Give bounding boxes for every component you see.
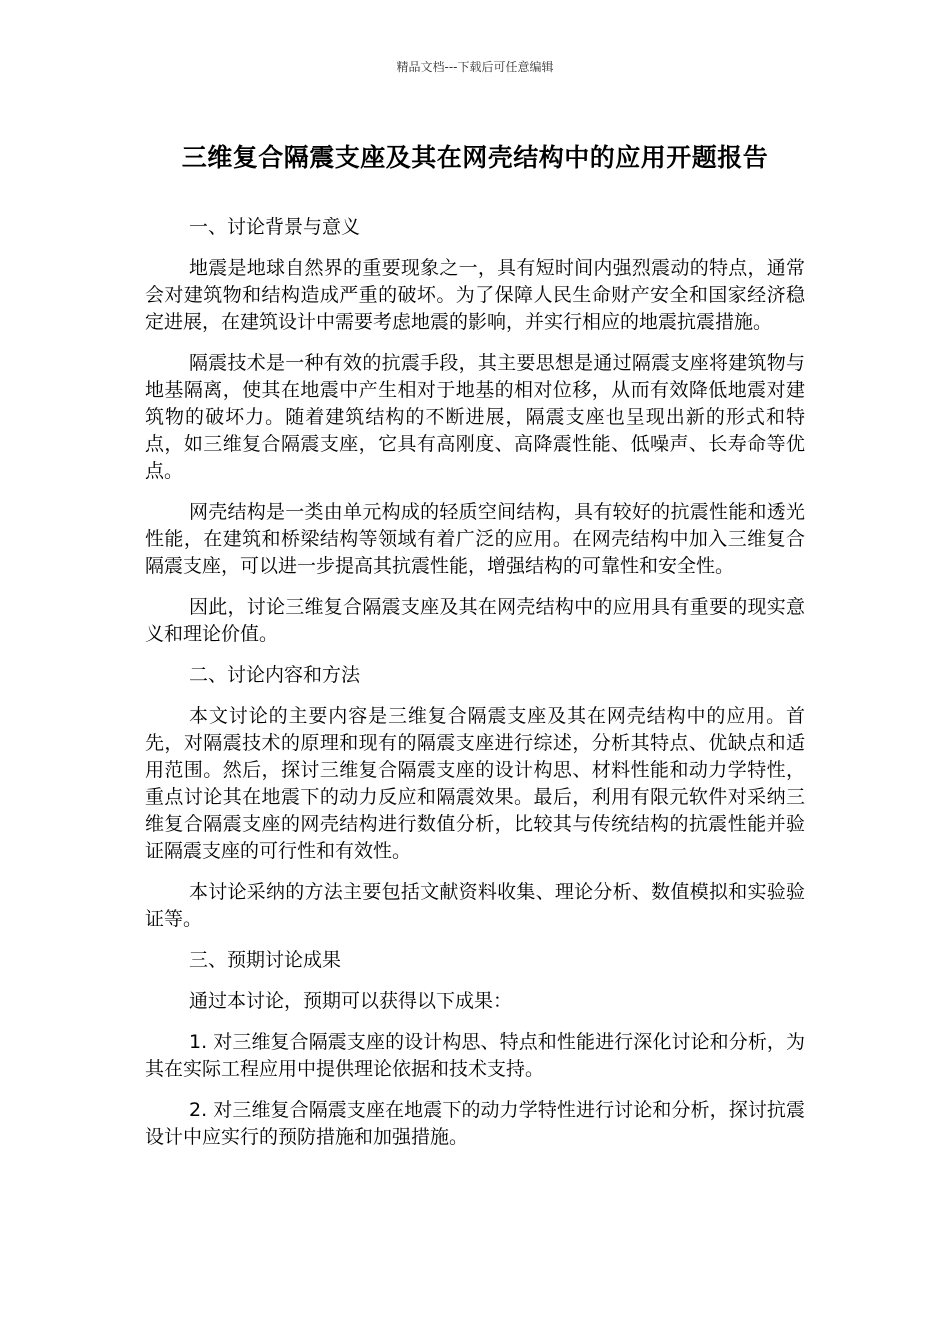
paragraph: 本讨论采纳的方法主要包括文献资料收集、理论分析、数值模拟和实验验证等。 [145, 881, 805, 930]
paragraph: 隔震技术是一种有效的抗震手段，其主要思想是通过隔震支座将建筑物与地基隔离，使其在地震中产生相对于地基的相对位移，从而有效降低地震对建筑物的破坏力。随着建筑结构的不断进展，隔震支座也呈现出新的形式和特点，如三维复合隔震支座，它具有高刚度、高降震性能、低噪声、长寿命等优点。 [145, 352, 805, 482]
paragraph: 地震是地球自然界的重要现象之一，具有短时间内强烈震动的特点，通常会对建筑物和结构造成严重的破坏。为了保障人民生命财产安全和国家经济稳定进展，在建筑设计中需要考虑地震的影响，并实行相应的地震抗震措施。 [145, 257, 805, 333]
list-item: 1. 对三维复合隔震支座的设计构思、特点和性能进行深化讨论和分析，为其在实际工程应用中提供理论依据和技术支持。 [145, 1031, 805, 1080]
document-body [145, 214, 805, 1165]
paragraph: 通过本讨论，预期可以获得以下成果： [189, 990, 513, 1012]
paragraph: 网壳结构是一类由单元构成的轻质空间结构，具有较好的抗震性能和透光性能，在建筑和桥梁结构等领域有着广泛的应用。在网壳结构中加入三维复合隔震支座，可以进一步提高其抗震性能，增强结构的可靠性和安全性。 [145, 501, 805, 577]
paragraph: 因此，讨论三维复合隔震支座及其在网壳结构中的应用具有重要的现实意义和理论价值。 [145, 596, 805, 645]
section-heading-background: 一、讨论背景与意义 [189, 216, 361, 238]
paragraph: 本文讨论的主要内容是三维复合隔震支座及其在网壳结构中的应用。首先，对隔震技术的原理和现有的隔震支座进行综述，分析其特点、优缺点和适用范围。然后，探讨三维复合隔震支座的设计构思、材料性能和动力学特性，重点讨论其在地震下的动力反应和隔震效果。最后，利用有限元软件对采纳三维复合隔震支座的网壳结构进行数值分析，比较其与传统结构的抗震性能并验证隔震支座的可行性和有效性。 [145, 705, 805, 862]
section-heading-expected-results: 三、预期讨论成果 [189, 949, 342, 971]
section-heading-content-method: 二、讨论内容和方法 [189, 664, 361, 686]
list-item: 2. 对三维复合隔震支座在地震下的动力学特性进行讨论和分析，探讨抗震设计中应实行的预防措施和加强措施。 [145, 1099, 805, 1148]
document-title: 三维复合隔震支座及其在网壳结构中的应用开题报告 [181, 143, 769, 172]
header-note: 精品文档---下载后可任意编辑 [396, 60, 554, 74]
